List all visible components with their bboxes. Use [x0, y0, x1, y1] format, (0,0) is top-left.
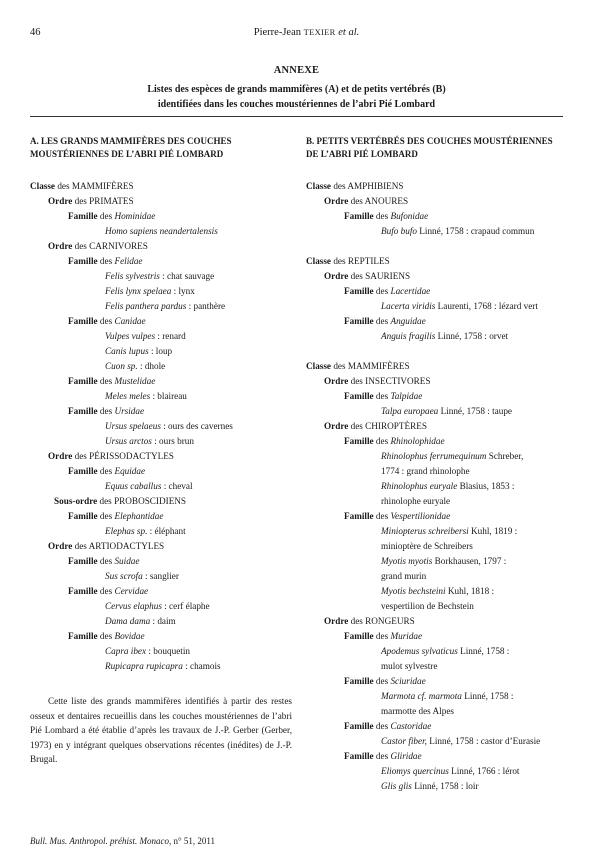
taxon-detail: : renard [155, 331, 186, 341]
taxon-rank: Classe [306, 256, 332, 266]
taxon-detail: Linné, 1758 : crapaud commun [416, 226, 535, 236]
taxon-name: PÉRISSODACTYLES [89, 451, 174, 461]
taxon-rank: Famille [68, 256, 98, 266]
taxon-detail: Linné, 1766 : lérot [448, 766, 520, 776]
page-number: 46 [30, 27, 41, 38]
taxon-connector: des [97, 316, 115, 326]
taxon-row [306, 569, 568, 584]
taxon-name: Elephas sp. [105, 526, 148, 536]
taxon-connector: des [97, 466, 115, 476]
taxon-name: Sciuridae [390, 676, 426, 686]
taxon-rank: Famille [344, 286, 374, 296]
taxon-row [306, 599, 568, 614]
taxon-rank: Famille [68, 631, 98, 641]
taxon-connector: des [373, 511, 391, 521]
taxon-connector: des [97, 406, 115, 416]
taxon-name: Vulpes vulpes [105, 331, 156, 341]
taxon-row [30, 179, 292, 194]
taxon-detail: Linné, 1758 : orvet [435, 331, 509, 341]
taxon-detail: Linné, 1758 : castor d’Eurasie [426, 736, 541, 746]
taxon-rank: Famille [344, 751, 374, 761]
taxon-rank: Ordre [324, 271, 349, 281]
taxon-row [306, 524, 568, 539]
taxon-rank: Ordre [48, 451, 73, 461]
taxon-detail: Linné, 1758 : [461, 691, 514, 701]
taxon-connector: des [97, 211, 115, 221]
annex-subtitle-line-2: identifiées dans les couches moustériennes de l’abri Pié Lombard [157, 99, 436, 110]
taxon-name: CARNIVORES [89, 241, 148, 251]
taxon-name: Sus scrofa [105, 571, 143, 581]
taxon-rank: Famille [68, 556, 98, 566]
taxon-detail: : loup [148, 346, 173, 356]
running-head [0, 27, 593, 38]
taxon-connector: des [97, 631, 115, 641]
taxon-detail: : ours brun [151, 436, 194, 446]
taxon-row [306, 314, 568, 329]
taxon-rank: Sous-ordre [54, 496, 98, 506]
taxon-detail: rhinolophe euryale [381, 496, 451, 506]
taxon-name: Lacertidae [390, 286, 431, 296]
taxon-row [30, 314, 292, 329]
taxon-name: SAURIENS [365, 271, 411, 281]
taxon-name: RONGEURS [365, 616, 415, 626]
taxon-name: INSECTIVORES [365, 376, 431, 386]
taxon-row [306, 284, 568, 299]
journal-footer [30, 836, 215, 846]
taxon-name: Cuon sp. [105, 361, 138, 371]
author-first-name: Pierre-Jean [253, 27, 301, 38]
taxon-connector: des [373, 721, 391, 731]
right-column [306, 135, 568, 794]
taxon-row [306, 719, 568, 734]
taxon-rank: Ordre [48, 196, 73, 206]
taxon-detail: Kuhl, 1819 : [468, 526, 518, 536]
taxon-detail: Kuhl, 1818 : [445, 586, 495, 596]
taxon-row [306, 734, 568, 749]
taxon-name: Felis sylvestris [105, 271, 160, 281]
taxon-detail: : chat sauvage [159, 271, 215, 281]
taxon-row [30, 539, 292, 554]
taxon-row [306, 614, 568, 629]
taxon-name: Myotis myotis [381, 556, 433, 566]
taxon-connector: des [72, 196, 90, 206]
taxon-row [306, 224, 568, 239]
taxon-name: Elephantidae [114, 511, 164, 521]
taxon-detail: Schreber, [486, 451, 524, 461]
taxon-row [306, 749, 568, 764]
taxon-row [30, 329, 292, 344]
taxon-detail: : sanglier [142, 571, 179, 581]
taxon-row [30, 614, 292, 629]
taxon-row [30, 239, 292, 254]
section-a-heading-line-2: MOUSTÉRIENNES DE L’ABRI PIÉ LOMBARD [30, 149, 224, 159]
taxon-row [306, 269, 568, 284]
taxon-detail: vespertilion de Bechstein [381, 601, 474, 611]
taxon-detail: Laurenti, 1768 : lézard vert [435, 301, 538, 311]
taxon-row [306, 764, 568, 779]
taxon-rank: Ordre [324, 376, 349, 386]
taxon-row [306, 704, 568, 719]
taxon-rank: Ordre [48, 241, 73, 251]
taxon-name: Equus caballus [105, 481, 162, 491]
taxon-connector: des [348, 376, 366, 386]
taxon-row [30, 404, 292, 419]
taxon-connector: des [55, 181, 72, 191]
taxon-rank: Famille [344, 436, 374, 446]
taxon-connector: des [331, 361, 348, 371]
taxon-rank: Famille [68, 211, 98, 221]
taxon-row [30, 344, 292, 359]
taxon-name: Miniopterus schreibersi [381, 526, 469, 536]
taxon-name: PRIMATES [89, 196, 134, 206]
taxon-name: Capra ibex [105, 646, 147, 656]
taxon-connector: des [373, 286, 391, 296]
taxon-row [306, 644, 568, 659]
taxon-detail: Linné, 1758 : loir [411, 781, 479, 791]
taxon-row [30, 194, 292, 209]
taxon-row [306, 539, 568, 554]
taxon-detail: grand murin [381, 571, 427, 581]
taxon-name: Canis lupus [105, 346, 149, 356]
taxon-name: Dama dama [105, 616, 151, 626]
taxon-row [306, 419, 568, 434]
taxon-detail: Borkhausen, 1797 : [432, 556, 507, 566]
taxon-row [306, 509, 568, 524]
taxon-row [306, 209, 568, 224]
taxon-rank: Famille [68, 376, 98, 386]
taxon-rank: Classe [30, 181, 56, 191]
taxon-name: Hominidae [114, 211, 156, 221]
taxon-row [306, 194, 568, 209]
taxon-name: Felis panthera pardus [105, 301, 187, 311]
taxon-name: ANOURES [364, 196, 409, 206]
taxon-name: Bovidae [114, 631, 145, 641]
taxon-rank: Famille [344, 631, 374, 641]
taxon-name: MAMMIFÈRES [347, 361, 410, 371]
taxon-name: Cervidae [114, 586, 149, 596]
taxon-detail: : lynx [171, 286, 195, 296]
taxon-row [306, 434, 568, 449]
section-a-note: Cette liste des grands mammifères identifiés à partir des restes osseux et dentaires recueillis dans les couches moustériennes de l’abri Pié Lombard a été établie d’après les travaux de J.-P. Gerber (Gerber, 1973) en y intégrant quelques observations récentes (inédites) de J.-P. Brugal. [30, 696, 292, 764]
taxon-name: Anguidae [390, 316, 426, 326]
taxon-name: Gliridae [390, 751, 422, 761]
taxon-detail: : daim [150, 616, 176, 626]
taxon-connector: des [72, 241, 90, 251]
taxon-name: Ursus spelaeus [105, 421, 161, 431]
taxon-row [30, 269, 292, 284]
taxon-connector: des [97, 376, 115, 386]
taxon-detail: Blasius, 1853 : [457, 481, 515, 491]
taxon-connector: des [373, 631, 391, 641]
taxon-row [30, 479, 292, 494]
taxon-rank: Famille [344, 676, 374, 686]
taxon-row [306, 389, 568, 404]
taxon-detail: : éléphant [147, 526, 186, 536]
taxon-name: Castoridae [390, 721, 432, 731]
taxon-row [306, 479, 568, 494]
taxon-row [306, 329, 568, 344]
taxon-name: CHIROPTÈRES [365, 421, 427, 431]
taxon-rank: Classe [306, 361, 332, 371]
taxon-detail: : cheval [161, 481, 193, 491]
taxon-detail: : ours des cavernes [160, 421, 233, 431]
taxon-name: Mustelidae [114, 376, 156, 386]
taxon-row [30, 494, 292, 509]
taxon-detail: : chamois [182, 661, 221, 671]
taxon-rank: Ordre [48, 541, 73, 551]
taxon-connector: des [373, 211, 391, 221]
taxon-row [30, 299, 292, 314]
taxon-name: Rhinolophus ferrumequinum [381, 451, 487, 461]
taxon-rank: Ordre [324, 196, 349, 206]
taxon-row [30, 389, 292, 404]
annex-subtitle [0, 82, 593, 112]
taxon-connector: des [373, 676, 391, 686]
taxon-detail: : blaireau [150, 391, 187, 401]
taxon-name: Felidae [114, 256, 143, 266]
taxon-row [306, 374, 568, 389]
taxon-rank: Classe [306, 181, 332, 191]
taxon-row [30, 524, 292, 539]
taxon-row [30, 509, 292, 524]
section-a-list [30, 179, 292, 674]
taxon-row [306, 404, 568, 419]
taxon-rank: Famille [344, 511, 374, 521]
taxon-detail: mulot sylvestre [381, 661, 438, 671]
taxon-name: Talpa europaea [381, 406, 439, 416]
author-last-name: TEXIER [303, 27, 336, 37]
taxon-detail: : dhole [137, 361, 166, 371]
taxon-detail: : bouquetin [146, 646, 190, 656]
taxon-row [30, 659, 292, 674]
taxon-rank: Famille [344, 211, 374, 221]
taxon-name: Marmota cf. marmota [381, 691, 462, 701]
et-al: et al. [338, 27, 360, 38]
taxon-name: Lacerta viridis [381, 301, 436, 311]
taxon-rank: Ordre [324, 421, 349, 431]
annex-subtitle-line-1: Listes des espèces de grands mammifères (A) et de petits vertébrés (B) [147, 84, 446, 95]
taxon-row [306, 554, 568, 569]
taxon-name: Myotis bechsteini [381, 586, 446, 596]
taxon-row [30, 629, 292, 644]
section-b-heading [306, 135, 568, 161]
taxon-row [30, 209, 292, 224]
taxon-row [30, 254, 292, 269]
taxon-name: Eliomys quercinus [381, 766, 449, 776]
taxon-connector: des [331, 256, 348, 266]
taxon-row [30, 374, 292, 389]
title-rule [30, 116, 563, 117]
taxon-row [30, 599, 292, 614]
taxon-name: Ursidae [114, 406, 145, 416]
taxon-row [30, 449, 292, 464]
journal-issue: , n° 51, 2011 [169, 836, 216, 846]
taxon-connector: des [373, 316, 391, 326]
taxon-row [306, 359, 568, 374]
taxon-row [30, 584, 292, 599]
taxon-row [306, 254, 568, 269]
taxon-connector: des [348, 421, 366, 431]
annex-title: ANNEXE [273, 65, 320, 76]
section-a-heading-line-1: A. LES GRANDS MAMMIFÈRES DES COUCHES [30, 136, 232, 146]
taxon-row [306, 179, 568, 194]
taxon-connector: des [72, 451, 90, 461]
taxon-name: Castor fiber, [381, 736, 427, 746]
taxon-row [30, 554, 292, 569]
journal-name: Bull. Mus. Anthropol. préhist. Monaco [30, 836, 169, 846]
taxon-detail: marmotte des Alpes [381, 706, 454, 716]
taxon-detail: : panthère [186, 301, 226, 311]
taxon-name: Muridae [390, 631, 423, 641]
section-b-heading-line-2: DE L’ABRI PIÉ LOMBARD [306, 149, 418, 159]
taxon-row [30, 464, 292, 479]
taxon-row [30, 359, 292, 374]
taxon-row [30, 224, 292, 239]
taxon-rank: Famille [344, 316, 374, 326]
taxon-name: MAMMIFÈRES [71, 181, 134, 191]
taxon-name: PROBOSCIDIENS [114, 496, 187, 506]
taxon-name: Cervus elaphus [105, 601, 162, 611]
taxon-row [306, 659, 568, 674]
taxon-rank: Famille [68, 466, 98, 476]
taxon-connector: des [348, 616, 366, 626]
taxon-row [30, 284, 292, 299]
taxon-row [30, 419, 292, 434]
taxon-name: Glis glis [381, 781, 412, 791]
taxon-connector: des [72, 541, 89, 551]
taxon-rank: Ordre [324, 616, 349, 626]
taxon-row [306, 464, 568, 479]
taxon-connector: des [348, 271, 366, 281]
taxon-connector: des [331, 181, 348, 191]
taxon-rank: Famille [68, 316, 98, 326]
taxon-name: Meles meles [105, 391, 151, 401]
taxon-row [306, 494, 568, 509]
taxon-row [30, 434, 292, 449]
taxon-name: REPTILES [347, 256, 390, 266]
taxon-row [306, 449, 568, 464]
taxon-rank: Famille [68, 406, 98, 416]
taxon-detail: Linné, 1758 : taupe [438, 406, 513, 416]
taxon-connector: des [373, 436, 391, 446]
taxon-connector: des [97, 256, 115, 266]
section-a-heading [30, 135, 292, 161]
taxon-name: Apodemus sylvaticus [381, 646, 458, 656]
taxon-connector: des [97, 511, 115, 521]
taxon-connector: des [373, 751, 391, 761]
taxon-connector: des [97, 496, 115, 506]
taxon-name: Suidae [114, 556, 140, 566]
taxon-name: Bufonidae [390, 211, 429, 221]
taxon-connector: des [97, 556, 115, 566]
taxon-row [30, 569, 292, 584]
taxon-row [306, 779, 568, 794]
taxon-detail: : cerf élaphe [161, 601, 210, 611]
taxon-row [30, 644, 292, 659]
taxon-rank: Famille [68, 586, 98, 596]
taxon-name: Homo sapiens neandertalensis [105, 226, 218, 236]
taxon-row [306, 629, 568, 644]
taxon-name: AMPHIBIENS [347, 181, 404, 191]
taxon-name: Canidae [114, 316, 146, 326]
taxon-detail: minioptère de Schreibers [381, 541, 473, 551]
taxon-row [306, 584, 568, 599]
taxon-connector: des [348, 196, 365, 206]
section-b-list [306, 179, 568, 794]
taxon-row [306, 299, 568, 314]
taxon-name: Equidae [114, 466, 146, 476]
taxon-row [306, 689, 568, 704]
taxon-name: Rupicapra rupicapra [105, 661, 183, 671]
taxon-name: Rhinolophus euryale [381, 481, 458, 491]
taxon-connector: des [373, 391, 391, 401]
taxon-name: Rhinolophidae [390, 436, 445, 446]
taxon-name: Talpidae [390, 391, 423, 401]
taxon-name: Ursus arctos [105, 436, 152, 446]
taxon-rank: Famille [68, 511, 98, 521]
taxon-rank: Famille [344, 391, 374, 401]
taxon-detail: 1774 : grand rhinolophe [381, 466, 470, 476]
taxon-rank: Famille [344, 721, 374, 731]
taxon-name: ARTIODACTYLES [88, 541, 165, 551]
taxon-name: Bufo bufo [381, 226, 417, 236]
taxon-detail: Linné, 1758 : [457, 646, 510, 656]
taxon-connector: des [97, 586, 115, 596]
section-b-heading-line-1: B. PETITS VERTÉBRÉS DES COUCHES MOUSTÉRIENNES [306, 136, 553, 146]
taxon-name: Felis lynx spelaea [105, 286, 172, 296]
taxon-row [306, 674, 568, 689]
left-column [30, 135, 292, 767]
taxon-name: Vespertilionidae [390, 511, 451, 521]
taxon-name: Anguis fragilis [381, 331, 436, 341]
